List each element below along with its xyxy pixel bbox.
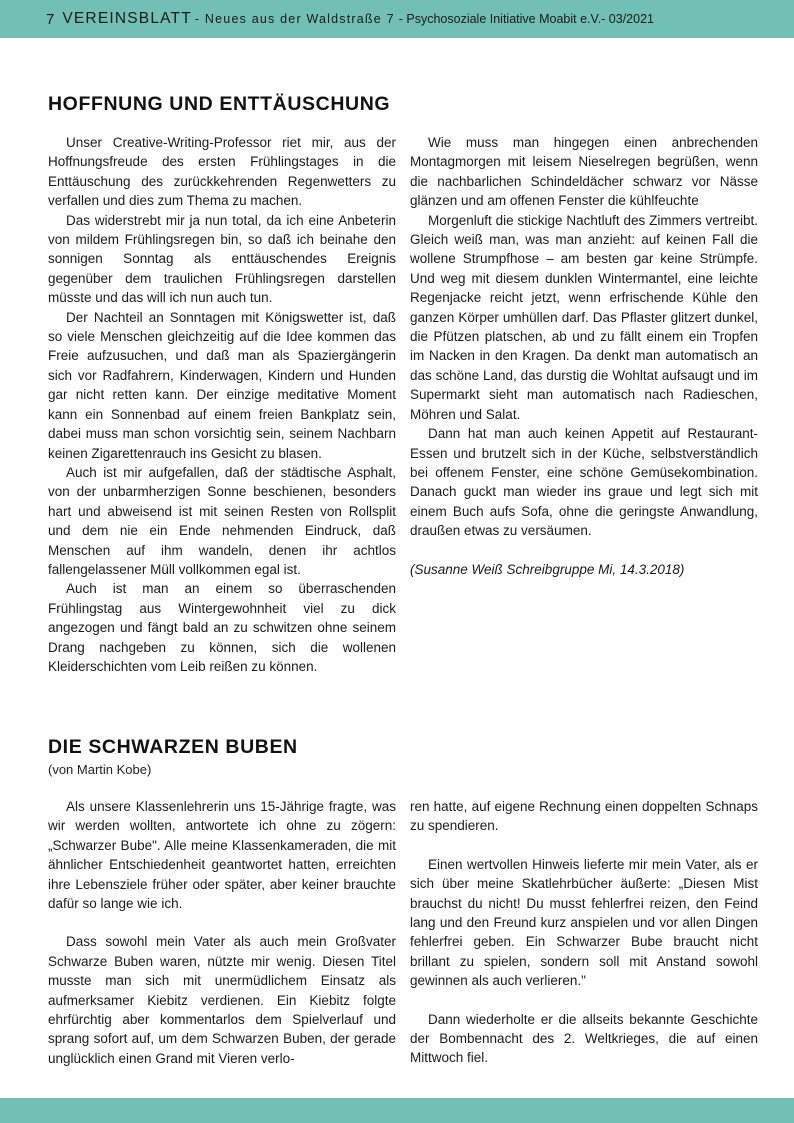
- paragraph: Auch ist man an einem so überraschenden Frühlingstag aus Wintergewohnheit viel zu dick angezogen und fängt bald an zu schwitzen ohne seinem Drang nachgeben zu können, sich die wollenen Kleiderschichten vom Leib reißen zu können.: [48, 581, 396, 674]
- paragraph: Unser Creative-Writing-Professor riet mir, aus der Hoffnungsfreude des ersten Frühlingstages in die Enttäuschung des zurückkehrenden Regenwetters zu verfallen und dies zum Thema zu machen.: [48, 135, 396, 209]
- article-byline: (von Martin Kobe): [48, 762, 152, 777]
- paragraph: Dass sowohl mein Vater als auch mein Großvater Schwarze Buben waren, nützte mir wenig. Diesen Titel musste man sich mit unermüdlichem Einsatz als aufmerksamer Kiebitz verdienen. Ein Kiebitz folgte ehrfürchtig aber kommentarlos dem Spielverlauf und sprang sofort auf, um dem Schwarzen Buben, der gerade unglücklich einen Grand mit Vieren verlo-: [48, 934, 396, 1066]
- article2-column-left: [48, 797, 396, 1068]
- footer-bar: [0, 1098, 794, 1123]
- paragraph: Dann wiederholte er die allseits bekannte Geschichte der Bombennacht des 2. Weltkrieges, die auf einen Mittwoch fiel.: [410, 1011, 758, 1066]
- paragraph: Das widerstrebt mir ja nun total, da ich eine Anbeterin von mildem Frühlingsregen bin, so daß ich beinahe den sonnigen Sonntag als enttäuschendes Ereignis gegenüber dem traulichen Frühlingsregen darstellen müsste und das will ich nun auch tun.: [48, 212, 396, 306]
- paragraph: Einen wertvollen Hinweis lieferte mir mein Vater, als er sich über meine Skatlehrbücher äußerte: „Diesen Mist brauchst du nicht! Du musst fehlerfrei reizen, den Feind lang und den Freund kurz anspielen und vor allen Dingen fehlerfrei geben. Ein Schwarzer Bube braucht nicht brillant zu spielen, sondern soll mit Anstand sowohl gewinnen als auch verlieren.": [410, 856, 758, 989]
- newsletter-subtitle: - Neues aus der Waldstraße 7: [194, 12, 395, 26]
- paragraph: Wie muss man hingegen einen anbrechenden Montagmorgen mit leisem Nieselregen begrüßen, wenn die nachbarlichen Schindeldächer schwarz vor Nässe glänzen und am offenen Fenster die kühlfeuchte: [410, 135, 758, 209]
- newsletter-org: - Psychosoziale Initiative Moabit e.V.- 03/2021: [398, 12, 654, 26]
- header-bar: [0, 0, 794, 38]
- article-title-schwarze-buben: DIE SCHWARZEN BUBEN: [48, 736, 298, 758]
- paragraph: Morgenluft die stickige Nachtluft des Zimmers vertreibt. Gleich weiß man, was man anzieht: auf keinen Fall die wollene Strumpfhose – am besten gar keine Strümpfe. Und weg mit diesem dunklen Wintermantel, eine leichte Regenjacke reicht jetzt, wenn erfrischende Kühle den ganzen Körper umhüllen darf. Das Pflaster glitzert dunkel, die Pfützen platschen, ab und zu fällt einem ein Tropfen im Nacken in den Kragen. Da denkt man automatisch an das schöne Land, das durstig die Wohltat aufsaugt und im Supermarkt sieht man automatisch nach Radieschen, Möhren und Salat.: [410, 212, 758, 422]
- article-title-hoffnung: HOFFNUNG UND ENTTÄUSCHUNG: [48, 93, 391, 115]
- paragraph: ren hatte, auf eigene Rechnung einen doppelten Schnaps zu spendieren.: [410, 799, 758, 834]
- paragraph: Der Nachteil an Sonntagen mit Königswetter ist, daß so viele Menschen gleichzeitig auf die Idee kommen das Freie aufzusuchen, und daß man als Spaziergängerin sich vor Radfahrern, Kinderwagen, Kindern und Hunden gar nicht retten kann. Der einzige meditative Moment kann ein Sonnenbad auf einem freien Bankplatz sein, dabei muss man schon vorsichtig sein, seinem Nachbarn keinen Zigarettenrauch ins Gesicht zu blasen.: [48, 309, 396, 461]
- article1-column-left: [48, 133, 396, 676]
- paragraph: Auch ist mir aufgefallen, daß der städtische Asphalt, von der unbarmherzigen Sonne beschienen, besonders hart und abweisend ist mit seinen Resten von Rollsplit und dem nie ein Ende nehmenden Eindruck, daß Menschen auf ihm wandeln, denen ihr achtlos fallengelassener Müll vollkommen egal ist.: [48, 464, 396, 577]
- paragraph: Als unsere Klassenlehrerin uns 15-Jährige fragte, was wir werden wollten, antwortete ich ohne zu zögern: „Schwarzer Bube". Alle meine Klassenkameraden, die mit ähnlicher Entschiedenheit geantwortet hatten, erreichten ihre Lebensziele früher oder später, aber keiner brauchte dafür so lange wie ich.: [48, 799, 396, 912]
- article2-column-right: [410, 797, 758, 1068]
- paragraph: Dann hat man auch keinen Appetit auf Restaurant-Essen und brutzelt sich in der Küche, selbstverständlich bei offenem Fenster, eine schöne Gemüsekombination. Danach guckt man wieder ins graue und legt sich mit einem Buch aufs Sofa, ohne die geringste Anwandlung, draußen etwas zu versäumen.: [410, 426, 758, 539]
- article1-column-right: [410, 133, 758, 579]
- article-credit: (Susanne Weiß Schreibgruppe Mi, 14.3.2018): [410, 561, 685, 577]
- page-number: 7: [46, 10, 55, 28]
- newsletter-brand: VEREINSBLATT: [62, 10, 192, 27]
